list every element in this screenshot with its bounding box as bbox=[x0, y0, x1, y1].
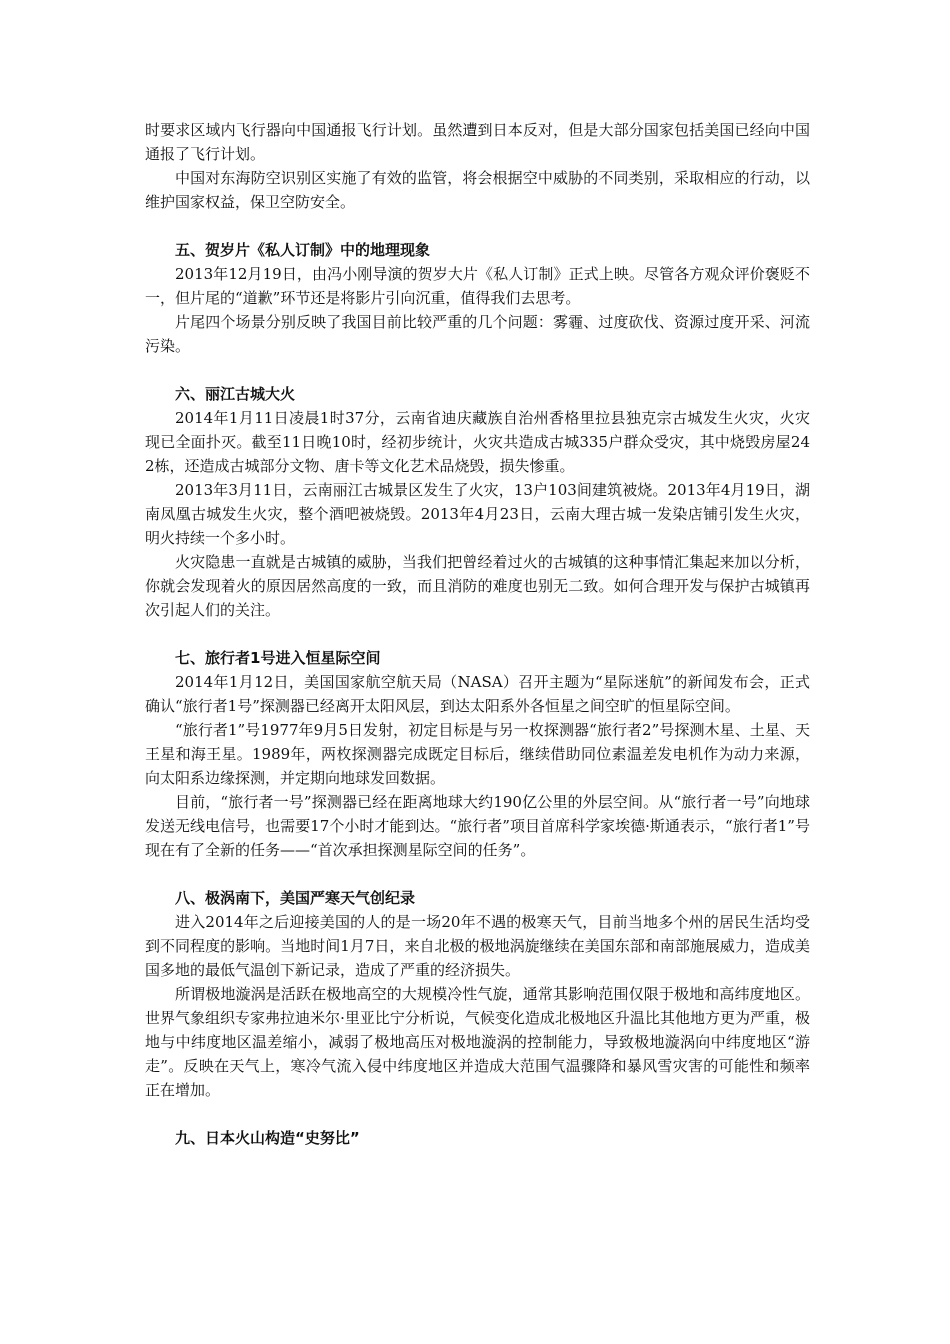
section-7 bbox=[145, 646, 810, 862]
spacer bbox=[145, 214, 810, 238]
section-heading: 七、旅行者1号进入恒星际空间 bbox=[175, 649, 381, 667]
section-9 bbox=[145, 1126, 810, 1150]
spacer bbox=[145, 622, 810, 646]
section-heading: 五、贺岁片《私人订制》中的地理现象 bbox=[175, 241, 431, 259]
spacer bbox=[145, 862, 810, 886]
section-heading: 六、丽江古城大火 bbox=[175, 385, 296, 403]
paragraph: 时要求区域内飞行器向中国通报飞行计划。虽然遭到日本反对，但是大部分国家包括美国已经向中国通报了飞行计划。 bbox=[145, 121, 810, 163]
paragraph: “旅行者1”号1977年9月5日发射，初定目标是与另一枚探测器“旅行者2”号探测木星、土星、天王星和海王星。1989年，两枚探测器完成既定目标后，继续借助同位素温差发电机作为动力来源，向太阳系边缘探测，并定期向地球发回数据。 bbox=[145, 721, 810, 787]
section-5 bbox=[145, 238, 810, 358]
document-page bbox=[145, 118, 810, 1150]
paragraph: 火灾隐患一直就是古城镇的威胁，当我们把曾经着过火的古城镇的这种事情汇集起来加以分析，你就会发现着火的原因居然高度的一致，而且消防的难度也别无二致。如何合理开发与保护古城镇再次引起人们的关注。 bbox=[145, 553, 810, 619]
section-6 bbox=[145, 382, 810, 622]
spacer bbox=[145, 1102, 810, 1126]
paragraph: 所谓极地漩涡是活跃在极地高空的大规模冷性气旋，通常其影响范围仅限于极地和高纬度地区。世界气象组织专家弗拉迪米尔·里亚比宁分析说，气候变化造成北极地区升温比其他地方更为严重，极地与中纬度地区温差缩小，减弱了极地高压对极地漩涡的控制能力，导致极地漩涡向中纬度地区“游走”。反映在天气上，寒冷气流入侵中纬度地区并造成大范围气温骤降和暴风雪灾害的可能性和频率正在增加。 bbox=[145, 985, 810, 1099]
section-8 bbox=[145, 886, 810, 1102]
paragraph: 2013年3月11日，云南丽江古城景区发生了火灾，13户103间建筑被烧。2013年4月19日，湖南凤凰古城发生火灾，整个酒吧被烧毁。2013年4月23日，云南大理古城一发染店铺引发生火灾，明火持续一个多小时。 bbox=[145, 481, 810, 547]
section-continuation bbox=[145, 118, 810, 214]
section-heading: 八、极涡南下，美国严寒天气创纪录 bbox=[175, 889, 416, 907]
paragraph: 2013年12月19日，由冯小刚导演的贺岁大片《私人订制》正式上映。尽管各方观众评价褒贬不一，但片尾的“道歉”环节还是将影片引向沉重，值得我们去思考。 bbox=[145, 265, 810, 307]
paragraph: 2014年1月12日，美国国家航空航天局（NASA）召开主题为“星际迷航”的新闻发布会，正式确认“旅行者1号”探测器已经离开太阳风层，到达太阳系外各恒星之间空旷的恒星际空间。 bbox=[145, 673, 810, 715]
paragraph: 2014年1月11日凌晨1时37分，云南省迪庆藏族自治州香格里拉县独克宗古城发生火灾，火灾现已全面扑灭。截至11日晚10时，经初步统计，火灾共造成古城335户群众受灾，其中烧毁房屋242栋，还造成古城部分文物、唐卡等文化艺术品烧毁，损失惨重。 bbox=[145, 409, 810, 475]
section-heading: 九、日本火山构造“史努比” bbox=[175, 1129, 360, 1147]
paragraph: 中国对东海防空识别区实施了有效的监管，将会根据空中威胁的不同类别，采取相应的行动，以维护国家权益，保卫空防安全。 bbox=[145, 169, 810, 211]
paragraph: 进入2014年之后迎接美国的人的是一场20年不遇的极寒天气，目前当地多个州的居民生活均受到不同程度的影响。当地时间1月7日，来自北极的极地涡旋继续在美国东部和南部施展威力，造成美国多地的最低气温创下新记录，造成了严重的经济损失。 bbox=[145, 913, 810, 979]
spacer bbox=[145, 358, 810, 382]
paragraph: 片尾四个场景分别反映了我国目前比较严重的几个问题：雾霾、过度砍伐、资源过度开采、河流污染。 bbox=[145, 313, 810, 355]
paragraph: 目前，“旅行者一号”探测器已经在距离地球大约190亿公里的外层空间。从“旅行者一号”向地球发送无线电信号，也需要17个小时才能到达。“旅行者”项目首席科学家埃德·斯通表示，“旅行者1”号现在有了全新的任务——“首次承担探测星际空间的任务”。 bbox=[145, 793, 810, 859]
